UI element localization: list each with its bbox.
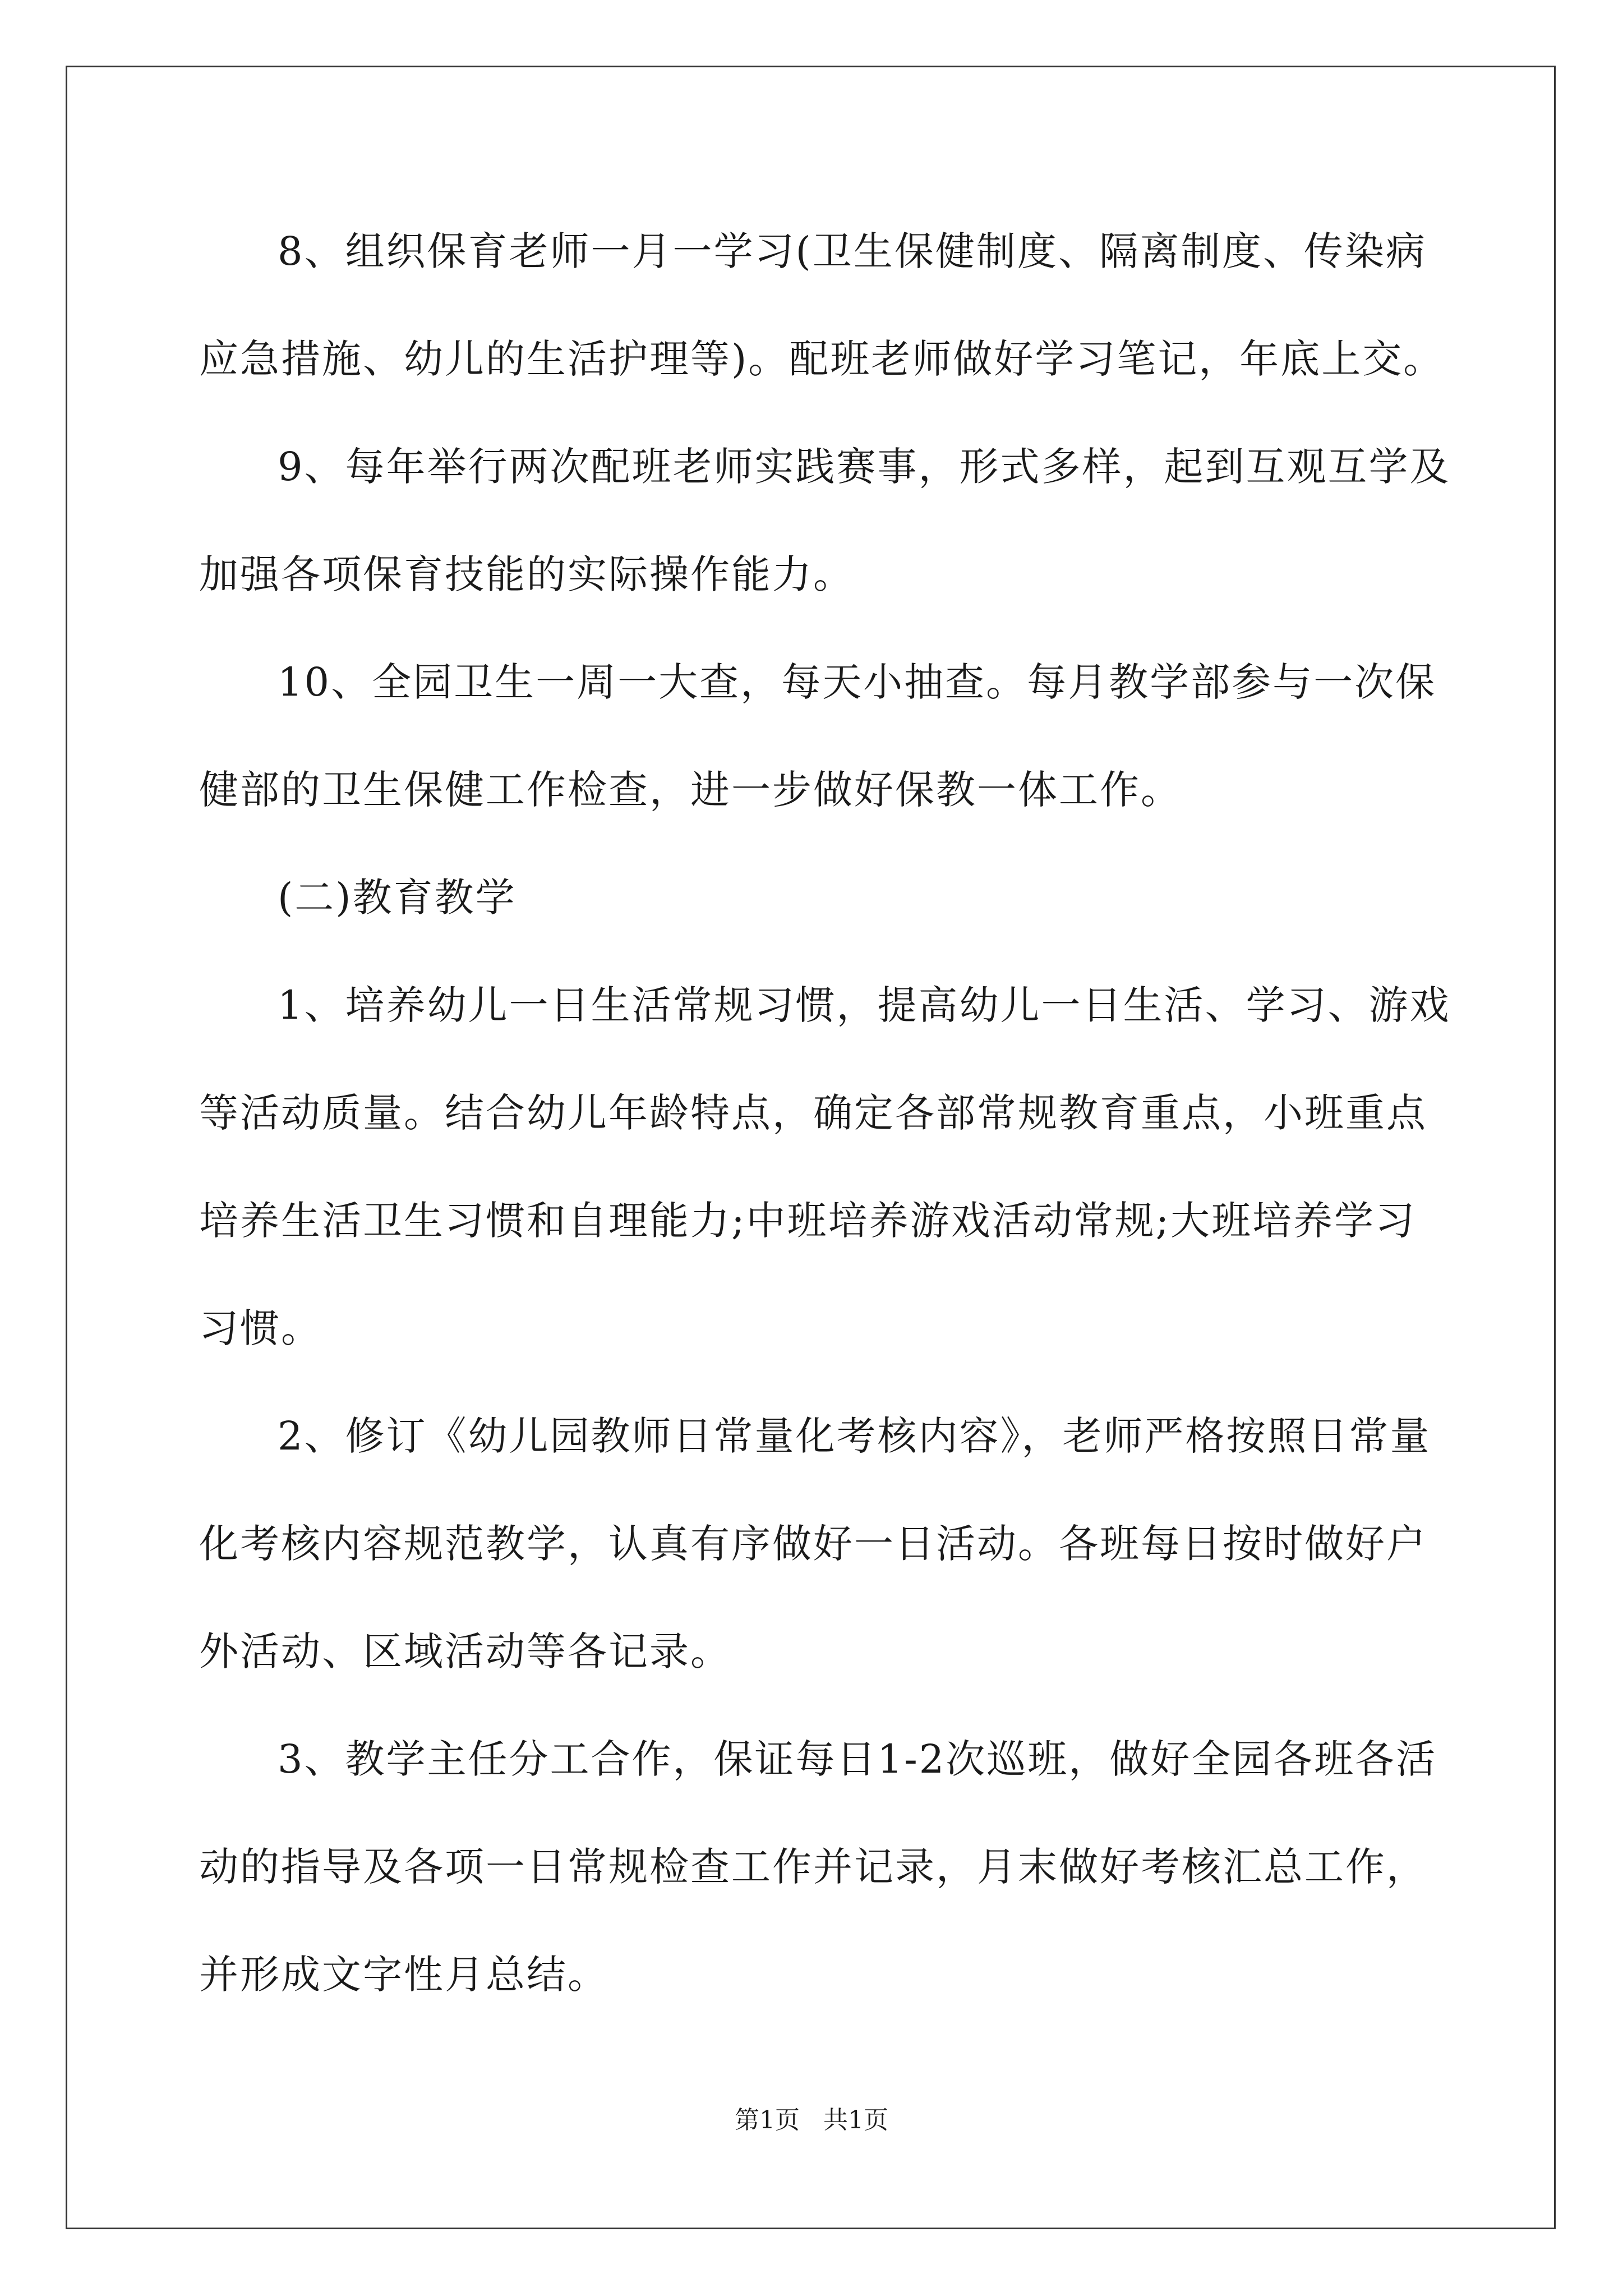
- paragraph-8-line-1: 8、组织保育老师一月一学习(卫生保健制度、隔离制度、传染病: [278, 228, 1427, 274]
- paragraph-3-line-3: 并形成文字性月总结。: [199, 1952, 608, 1998]
- paragraph-3-line-1: 3、教学主任分工合作，保证每日1-2次巡班，做好全园各班各活: [278, 1736, 1437, 1782]
- paragraph-1-line-3: 培养生活卫生习惯和自理能力;中班培养游戏活动常规;大班培养学习: [199, 1198, 1417, 1244]
- paragraph-1-line-1: 1、培养幼儿一日生活常规习惯，提高幼儿一日生活、学习、游戏: [278, 982, 1451, 1028]
- paragraph-1-line-4: 习惯。: [199, 1305, 322, 1351]
- page-number-footer: 第1页 共1页: [735, 2106, 888, 2134]
- paragraph-9-line-2: 加强各项保育技能的实际操作能力。: [199, 551, 854, 597]
- document-body: [199, 218, 1451, 2049]
- paragraph-9-line-1: 9、每年举行两次配班老师实践赛事，形式多样，起到互观互学及: [278, 444, 1451, 490]
- paragraph-10-line-2: 健部的卫生保健工作检查，进一步做好保教一体工作。: [199, 767, 1182, 813]
- paragraph-2-line-1: 2、修订《幼儿园教师日常量化考核内容》，老师严格按照日常量: [278, 1413, 1431, 1459]
- paragraph-1-line-2: 等活动质量。结合幼儿年龄特点，确定各部常规教育重点，小班重点: [199, 1090, 1427, 1136]
- paragraph-10-line-1: 10、全园卫生一周一大查，每天小抽查。每月教学部参与一次保: [278, 659, 1437, 705]
- section-heading: (二)教育教学: [278, 875, 517, 921]
- paragraph-2-line-3: 外活动、区域活动等各记录。: [199, 1628, 731, 1674]
- paragraph-8-line-2: 应急措施、幼儿的生活护理等)。配班老师做好学习笔记，年底上交。: [199, 336, 1445, 382]
- paragraph-2-line-2: 化考核内容规范教学，认真有序做好一日活动。各班每日按时做好户: [199, 1521, 1427, 1567]
- paragraph-3-line-2: 动的指导及各项一日常规检查工作并记录，月末做好考核汇总工作，: [199, 1844, 1427, 1890]
